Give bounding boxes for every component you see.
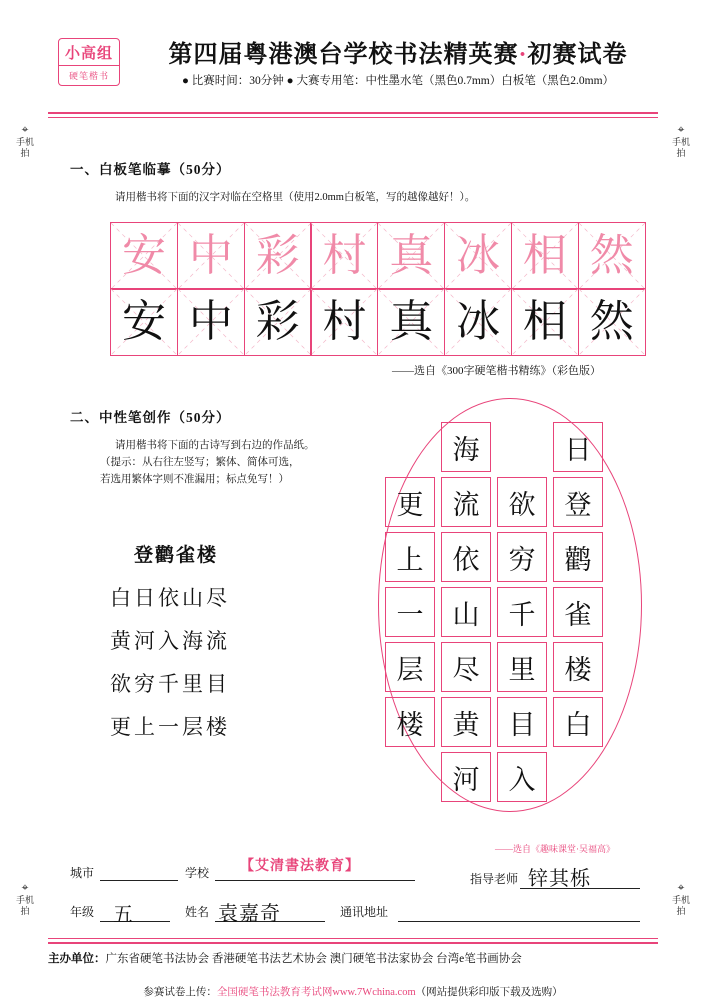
- section-2-note-1: 请用楷书将下面的古诗写到右边的作品纸。: [115, 440, 315, 451]
- address-input[interactable]: [398, 921, 640, 922]
- crop-mark-bottom-left: [16, 880, 34, 918]
- artwork-char: 山: [452, 599, 480, 631]
- artwork-cell[interactable]: [385, 697, 435, 747]
- artwork-cell[interactable]: [497, 642, 547, 692]
- organizers-label: 主办单位：: [48, 953, 106, 965]
- crop-mark-label: 手机拍: [672, 137, 691, 159]
- artwork-char: 白: [564, 709, 592, 741]
- tracing-row-top: [110, 222, 646, 290]
- organizers-row: [48, 950, 658, 966]
- teacher-label: 指导老师: [470, 872, 519, 886]
- poem-line: 更上一层楼: [110, 715, 230, 739]
- artwork-cell[interactable]: [497, 532, 547, 582]
- city-input[interactable]: [100, 880, 178, 881]
- answer-char: 中: [188, 296, 233, 347]
- artwork-char: 一: [396, 599, 424, 631]
- teacher-signature: 锌其栎: [528, 866, 591, 890]
- artwork-char: 日: [564, 434, 592, 466]
- answer-cell[interactable]: [310, 288, 378, 356]
- exam-subtitle: ● 比赛时间：30分钟 ● 大赛专用笔：中性墨水笔（黑色0.7mm）白板笔（黑色2.0mm）: [181, 75, 615, 87]
- school-input[interactable]: [215, 880, 415, 881]
- answer-cell[interactable]: [377, 288, 445, 356]
- tracing-row-bottom: [110, 288, 646, 356]
- artwork-cell[interactable]: [441, 752, 491, 802]
- artwork-char: 尽: [452, 654, 480, 686]
- camera-icon: ⌖: [677, 122, 685, 136]
- grade-label: 年级: [70, 905, 95, 919]
- poem-title: 登鹳雀楼: [134, 545, 219, 566]
- tracing-char: 安: [122, 231, 166, 280]
- poem-line: 黄河入海流: [110, 629, 230, 653]
- answer-char: 安: [122, 296, 166, 347]
- answer-char: 彩: [255, 296, 300, 347]
- page-title-sub: 初赛试卷: [527, 42, 628, 68]
- upload-note-suffix: （网站提供彩印版下载及选购）: [415, 987, 563, 998]
- camera-icon: ⌖: [677, 880, 685, 894]
- tracing-cell: [110, 222, 178, 290]
- artwork-char: 入: [508, 764, 536, 796]
- answer-cell[interactable]: [244, 288, 312, 356]
- artwork-char: 穷: [508, 544, 536, 576]
- answer-char: 真: [389, 296, 434, 347]
- tracing-cell: [310, 222, 378, 290]
- upload-site-link[interactable]: 全国硬笔书法教育考试网www.7Wchina.com: [216, 987, 416, 998]
- artwork-char: 河: [452, 764, 480, 796]
- tracing-char: 冰: [456, 231, 501, 280]
- city-label: 城市: [70, 866, 95, 880]
- page-title: [138, 34, 658, 69]
- camera-icon: ⌖: [21, 880, 29, 894]
- section-1-note: 请用楷书将下面的汉字对临在空格里（使用2.0mm白板笔，写的越像越好！）。: [115, 192, 476, 203]
- organizers-list: 广东省硬笔书法协会 香港硬笔书法艺术协会 澳门硬笔书法家协会 台湾e笔书画协会: [105, 953, 522, 965]
- section-2-heading: 二、中性笔创作（50分）: [70, 410, 231, 425]
- tracing-char: 然: [589, 231, 634, 280]
- tracing-char: 真: [389, 231, 434, 280]
- section-1-source: ——选自《300字硬笔楷书精练》（彩色版）: [392, 365, 601, 377]
- artwork-cell[interactable]: [441, 697, 491, 747]
- artwork-char: 楼: [396, 709, 424, 741]
- artwork-char: 上: [396, 544, 424, 576]
- grade-input[interactable]: [100, 921, 170, 922]
- camera-icon: ⌖: [21, 122, 29, 136]
- artwork-cell[interactable]: [553, 532, 603, 582]
- artwork-char: 雀: [564, 599, 592, 631]
- crop-mark-label: 手机拍: [16, 137, 35, 159]
- title-dot: ·: [518, 42, 528, 68]
- answer-char: 冰: [456, 296, 501, 347]
- tracing-char: 村: [322, 231, 367, 280]
- artwork-cell[interactable]: [553, 422, 603, 472]
- tracing-char: 彩: [255, 231, 300, 280]
- artwork-cell[interactable]: [441, 532, 491, 582]
- crop-mark-label: 手机拍: [16, 895, 35, 917]
- artwork-char: 目: [508, 709, 536, 741]
- artwork-cell[interactable]: [497, 697, 547, 747]
- artwork-char: 里: [508, 654, 536, 686]
- school-label: 学校: [185, 866, 210, 880]
- header-divider-thin: [48, 117, 658, 118]
- tracing-cell: [444, 222, 512, 290]
- artwork-cell[interactable]: [497, 477, 547, 527]
- artwork-cell[interactable]: [385, 642, 435, 692]
- artwork-cell[interactable]: [441, 587, 491, 637]
- page-title-main: 第四届粤港澳台学校书法精英赛: [168, 42, 519, 68]
- answer-cell[interactable]: [511, 288, 579, 356]
- answer-cell[interactable]: [177, 288, 245, 356]
- answer-char: 相: [522, 296, 567, 347]
- crop-mark-label: 手机拍: [672, 895, 691, 917]
- group-badge-line2: 硬笔楷书: [68, 71, 109, 81]
- name-value: 袁嘉奇: [218, 901, 281, 925]
- artwork-char: 依: [452, 544, 480, 576]
- tracing-cell: [244, 222, 312, 290]
- crop-mark-bottom-right: [672, 880, 690, 918]
- tracing-cell: [578, 222, 646, 290]
- group-badge-line1: 小高组: [59, 39, 119, 66]
- tracing-char: 相: [522, 231, 567, 280]
- artwork-cell[interactable]: [497, 752, 547, 802]
- artwork-cell[interactable]: [385, 532, 435, 582]
- answer-cell[interactable]: [578, 288, 646, 356]
- artwork-credit: ——选自《趣味课堂·吴福高》: [495, 844, 615, 854]
- artwork-char: 层: [396, 654, 424, 686]
- group-badge: [58, 38, 120, 86]
- poem-line: 白日依山尽: [110, 586, 230, 610]
- artwork-char: 海: [452, 434, 480, 466]
- artwork-char: 更: [396, 489, 424, 521]
- section-2-note-3: 若选用繁体字则不准漏用；标点免写！）: [100, 474, 289, 485]
- section-1-heading: 一、白板笔临摹（50分）: [70, 162, 231, 177]
- upload-note: [0, 984, 706, 999]
- upload-note-prefix: 参赛试卷上传：: [143, 987, 217, 998]
- grade-value: 五: [113, 902, 134, 926]
- tracing-char: 中: [188, 231, 233, 280]
- artwork-cell[interactable]: [441, 477, 491, 527]
- artwork-char: 登: [564, 489, 592, 521]
- artwork-cell[interactable]: [553, 697, 603, 747]
- artwork-char: 楼: [564, 654, 592, 686]
- name-label: 姓名: [185, 905, 210, 919]
- artwork-char: 流: [452, 489, 480, 521]
- address-label: 通讯地址: [340, 905, 389, 919]
- artwork-cell[interactable]: [441, 642, 491, 692]
- answer-cell[interactable]: [110, 288, 178, 356]
- tracing-cell: [177, 222, 245, 290]
- artwork-char: 鹳: [564, 544, 592, 576]
- footer-divider-thin: [48, 938, 658, 939]
- tracing-cell: [511, 222, 579, 290]
- crop-mark-top-left: [16, 122, 34, 160]
- artwork-cell[interactable]: [497, 587, 547, 637]
- answer-char: 村: [322, 296, 367, 347]
- tracing-cell: [377, 222, 445, 290]
- footer-divider-thick: [48, 942, 658, 944]
- artwork-cell[interactable]: [553, 477, 603, 527]
- sponsor-brand: 【艾清書法教育】: [240, 859, 360, 874]
- artwork-cell[interactable]: [553, 587, 603, 637]
- artwork-char: 千: [508, 599, 536, 631]
- artwork-char: 欲: [508, 489, 536, 521]
- answer-cell[interactable]: [444, 288, 512, 356]
- artwork-cell[interactable]: [385, 477, 435, 527]
- artwork-char: 黄: [452, 709, 480, 741]
- artwork-cell[interactable]: [441, 422, 491, 472]
- crop-mark-top-right: [672, 122, 690, 160]
- section-2-note-2: （提示：从右往左竖写；繁体、简体可选，: [100, 457, 300, 468]
- answer-char: 然: [589, 296, 634, 347]
- header-divider-thick: [48, 112, 658, 114]
- artwork-cell[interactable]: [553, 642, 603, 692]
- poem-line: 欲穷千里目: [110, 672, 230, 696]
- artwork-cell[interactable]: [385, 587, 435, 637]
